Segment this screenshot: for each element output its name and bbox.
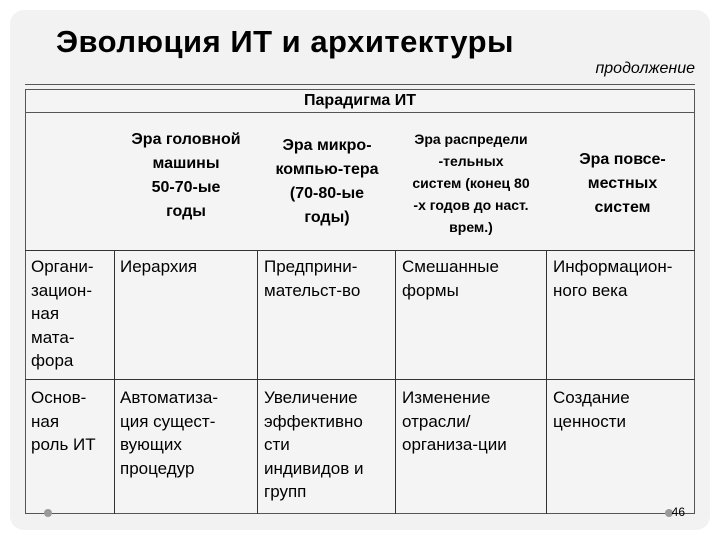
era-header-mainframe: Эра головной машины 50-70-ые годы [131, 131, 241, 220]
era-header-ubiquitous: Эра повсе- местных систем [579, 151, 666, 216]
row-label-organizational-metaphor: Органи- зацион- ная мата- фора [31, 257, 94, 370]
cell-metaphor-distributed: Смешанные формы [402, 257, 499, 300]
cell-role-microcomputer: Увеличение эффективно сти индивидов и групп [264, 388, 364, 501]
row-divider-header [25, 250, 695, 251]
cell-role-mainframe: Автоматиза- ция сущест- вующих процедур [120, 388, 219, 478]
cell-metaphor-ubiquitous: Информацион- ного века [553, 257, 673, 300]
row-label-main-role: Основ- ная роль ИТ [31, 388, 96, 454]
cell-role-distributed: Изменение отрасли/ организа-ции [402, 388, 507, 454]
era-header-distributed: Эра распредели -тельных систем (конец 80 -х годов до наст. врем.) [412, 131, 530, 235]
cell-metaphor-microcomputer: Предприни- мательст-во [264, 257, 361, 300]
column-divider-3 [395, 250, 396, 514]
column-divider-1 [114, 250, 115, 514]
era-header-microcomputer: Эра микро- компью-тера (70-80-ые годы) [275, 137, 379, 226]
slide-subtitle: продолжение [595, 60, 695, 77]
page-number: 46 [671, 505, 685, 519]
column-divider-2 [257, 250, 258, 514]
column-divider-4 [546, 250, 547, 514]
left-bullet-dot [44, 509, 52, 517]
cell-metaphor-mainframe: Иерархия [120, 257, 198, 276]
slide-title: Эволюция ИТ и архитектуры [55, 24, 515, 59]
title-divider [25, 84, 695, 85]
row-divider-metaphor [25, 379, 695, 380]
cell-role-ubiquitous: Создание ценности [553, 388, 630, 431]
table-header-paradigm: Парадигма ИТ [25, 89, 695, 113]
